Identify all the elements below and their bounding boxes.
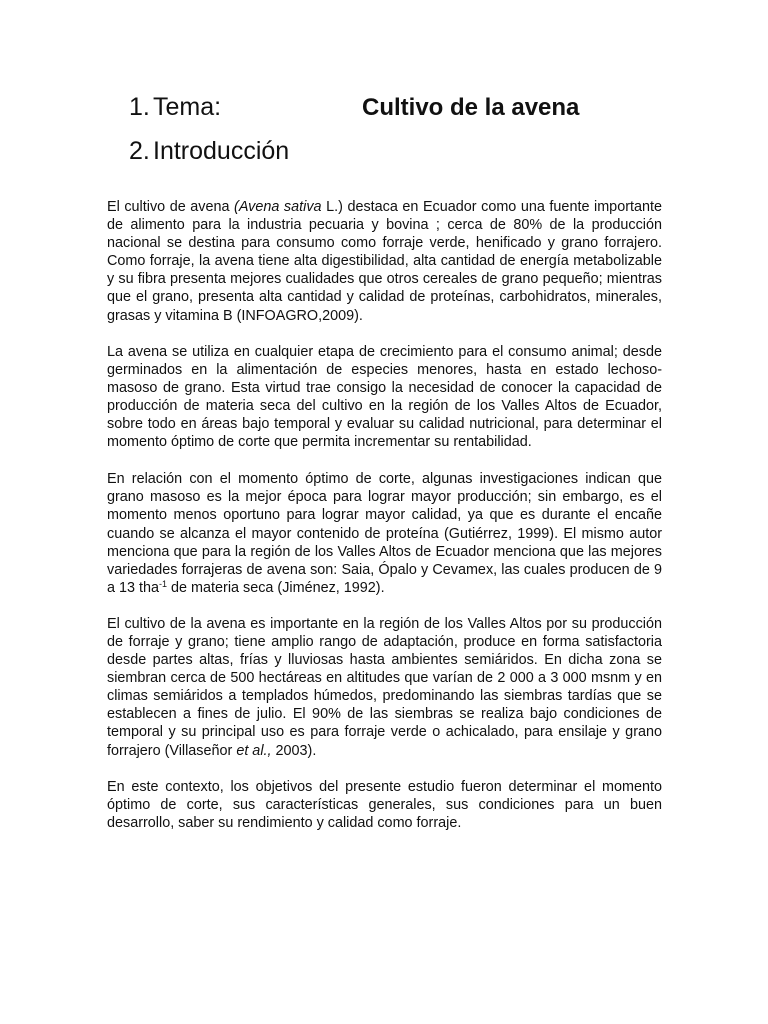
heading-label: Tema: (153, 93, 222, 121)
heading-number: 1. (129, 93, 150, 121)
heading-label: Introducción (153, 137, 290, 165)
body-text (107, 198, 662, 850)
paragraph-text: L.) destaca en Ecuador como una fuente importante de alimento para la industria pecuaria y bovina ; cerca de 80% de la producción nacional se destina para consumo como forraje verde, henificado y grano forrajero. Como forraje, la avena tiene alta digestibilidad, alta cantidad de energía metabolizable y su fibra presenta mejores cualidades que otros cereales de grano pequeño; mientras que el grano, presenta alta cantidad y calidad de proteínas, carbohidratos, minerales, grasas y vitamina B (INFOAGRO,2009). (107, 199, 662, 324)
paragraph-text: 2003). (271, 742, 317, 759)
paragraph-text: El cultivo de la avena es importante en la región de los Valles Altos por su producción de forraje y grano; tiene amplio rango de adaptación, produce en forma satisfactoria desde partes altas, frías y lluviosas hasta ambientes semiáridos. En dicha zona se siembran cerca de 500 hectáreas en altitudes que varían de 2 000 a 3 000 msnm y en climas semiáridos a templados húmedos, predominando las siembras tardías que se establecen a fines de julio. El 90% de las siembras se realiza bajo condiciones de temporal y su principal uso es para forraje verde o achicalado, para ensilaje y grano forrajero (Villaseñor (107, 615, 662, 759)
paragraph-text: El cultivo de avena (107, 199, 235, 215)
heading-number: 2. (129, 137, 150, 165)
heading-introduccion (129, 136, 289, 166)
heading-tema (129, 92, 579, 123)
paragraph-text: En relación con el momento óptimo de corte, algunas investigaciones indican que grano masoso es la mejor época para lograr mayor producción; sin embargo, es el momento menos oportuno para lograr mayor calidad, ya que es durante el encañe cuando se alcanza el mayor contenido de proteína (Gutiérrez, 1999). El mismo autor menciona que para la región de los Valles Altos de Ecuador menciona que las mejores variedades forrajeras de avena son: Saia, Ópalo y Cevamex, las cuales producen de 9 a 13 tha (107, 471, 662, 596)
paragraph-text: de materia seca (Jiménez, 1992). (167, 579, 385, 596)
paragraph-4 (107, 615, 662, 760)
paragraph-5: En este contexto, los objetivos del presente estudio fueron determinar el momento óptimo de corte, sus características generales, sus condiciones para un buen desarrollo, saber su rendimiento y calidad como forraje. (107, 778, 662, 831)
paragraph-1 (107, 198, 662, 325)
citation-et-al: et al., (236, 742, 272, 759)
species-name: (Avena sativa (234, 199, 322, 215)
paragraph-2: La avena se utiliza en cualquier etapa de crecimiento para el consumo animal; desde germinados en la alimentación de especies menores, hasta en estado lechoso-masoso de grano. Esta virtud trae consigo la necesidad de conocer la capacidad de producción de materia seca del cultivo en la región de los Valles Altos de Ecuador, sobre todo en áreas bajo temporal y evaluar su calidad nutricional, para determinar el momento óptimo de corte que permita incrementar su rentabilidad. (107, 343, 662, 451)
superscript: -1 (159, 578, 168, 589)
paragraph-3 (107, 470, 662, 597)
document-title: Cultivo de la avena (362, 94, 580, 121)
